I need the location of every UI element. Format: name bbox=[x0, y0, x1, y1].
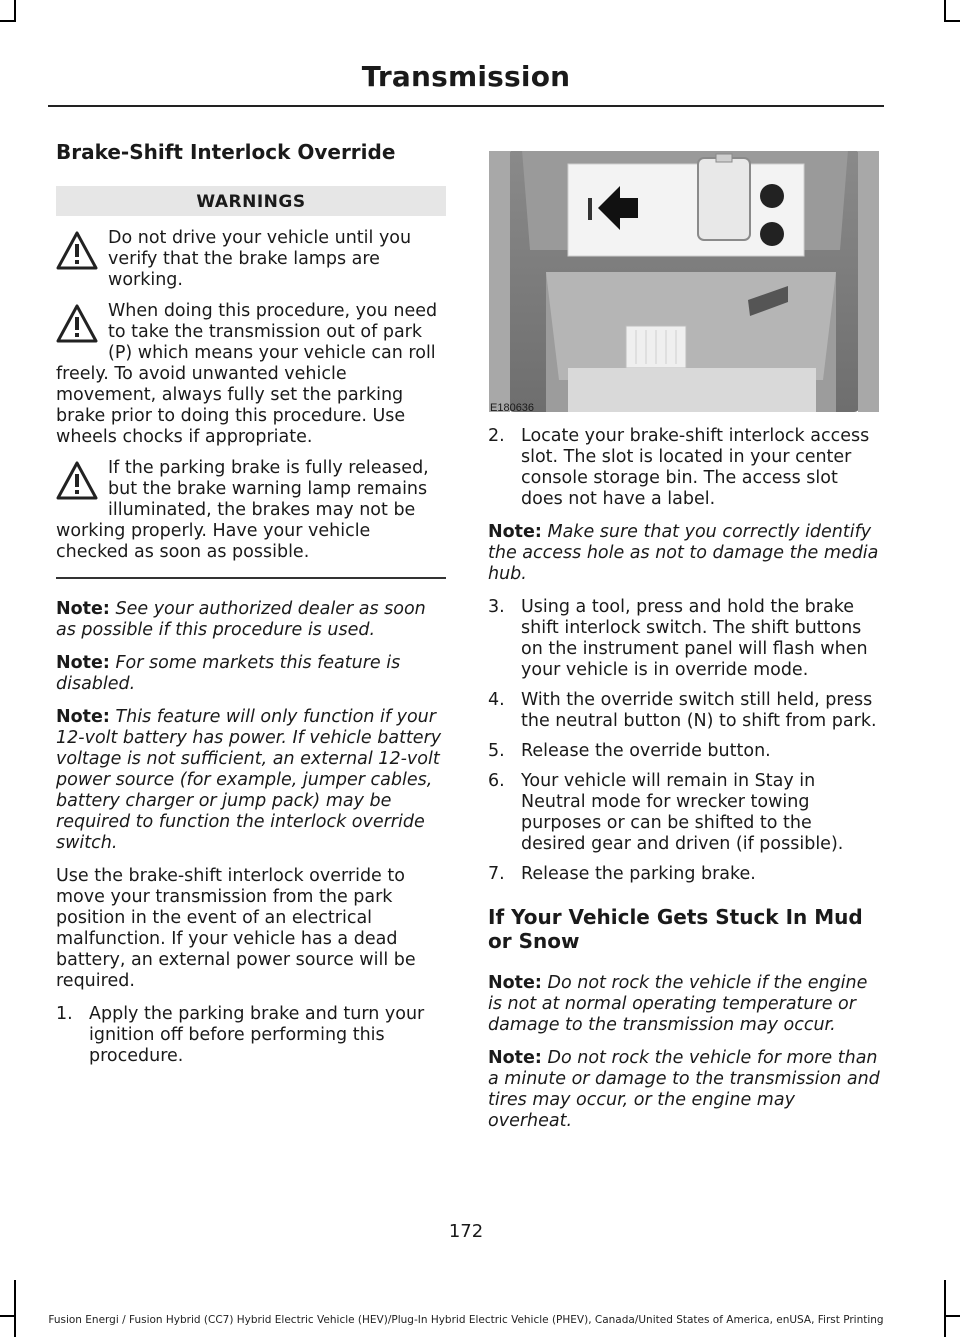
step-text: Locate your brake-shift interlock access slot. The slot is located in your center console storage bin. The access slot does not have a label. bbox=[521, 426, 870, 509]
header-divider bbox=[48, 105, 884, 107]
warning-item bbox=[56, 458, 446, 563]
note-label: Note: bbox=[488, 1048, 542, 1068]
note bbox=[56, 599, 446, 641]
warning-item bbox=[56, 301, 446, 448]
warning-text: Do not drive your vehicle until you verify that the brake lamps are working. bbox=[108, 228, 412, 290]
note bbox=[56, 653, 446, 695]
steps-list bbox=[56, 1004, 446, 1067]
note-label: Note: bbox=[488, 522, 542, 542]
crop-mark bbox=[944, 0, 946, 22]
step-text: Release the override button. bbox=[521, 741, 771, 761]
crop-mark bbox=[944, 1280, 946, 1337]
crop-mark bbox=[944, 1315, 960, 1317]
note bbox=[56, 707, 446, 854]
warning-text: When doing this procedure, you need to take the transmission out of park (P) which means your vehicle can roll freely. To avoid unwanted vehicle movement, always fully set the parking brake prior to doing this procedure. Use wheels chocks if appropriate. bbox=[56, 301, 438, 447]
step-text: Apply the parking brake and turn your ignition off before performing this procedure. bbox=[89, 1004, 425, 1066]
warning-text: If the parking brake is fully released, but the brake warning lamp remains illuminated, the brakes may not be working properly. Have your vehicle checked as soon as possible. bbox=[56, 458, 429, 562]
step-number: 7. bbox=[488, 864, 505, 884]
step-number: 4. bbox=[488, 690, 505, 710]
warnings-divider bbox=[56, 577, 446, 579]
note-text: See your authorized dealer as soon as possible if this procedure is used. bbox=[56, 599, 426, 640]
step-number: 3. bbox=[488, 597, 505, 617]
warning-triangle-icon bbox=[56, 230, 98, 272]
footer-text: Fusion Energi / Fusion Hybrid (CC7) Hybrid Electric Vehicle (HEV)/Plug-In Hybrid Electric Vehicle (PHEV), Canada/United States of America, enUSA, First Printing bbox=[48, 1314, 884, 1326]
section-heading: If Your Vehicle Gets Stuck In Mud or Snow bbox=[488, 905, 863, 953]
note-text: Make sure that you correctly identify the access hole as not to damage the media hub. bbox=[488, 522, 879, 584]
page-number: 172 bbox=[448, 1221, 484, 1242]
list-item bbox=[56, 1004, 446, 1067]
step-text: Using a tool, press and hold the brake shift interlock switch. The shift buttons on the instrument panel will flash when your vehicle is in override mode. bbox=[521, 597, 868, 680]
console-storage-bin-illustration bbox=[488, 150, 880, 416]
step-text: Release the parking brake. bbox=[521, 864, 756, 884]
step-number: 5. bbox=[488, 741, 505, 761]
warning-item bbox=[56, 228, 446, 291]
list-item bbox=[488, 597, 880, 681]
note-label: Note: bbox=[56, 653, 110, 673]
note-label: Note: bbox=[56, 599, 110, 619]
warnings-heading: WARNINGS bbox=[56, 186, 446, 216]
figure-label: E180636 bbox=[490, 402, 535, 414]
step-number: 2. bbox=[488, 426, 505, 446]
list-item bbox=[488, 741, 880, 762]
list-item bbox=[488, 690, 880, 732]
step-number: 1. bbox=[56, 1004, 73, 1024]
crop-mark bbox=[14, 0, 16, 22]
crop-mark bbox=[0, 20, 16, 22]
right-column bbox=[488, 150, 880, 1144]
note bbox=[488, 1048, 880, 1132]
step-text: Your vehicle will remain in Stay in Neutral mode for wrecker towing purposes or can be shifted to the desired gear and driven (if possible). bbox=[521, 771, 844, 854]
left-column bbox=[56, 140, 446, 1079]
step-text: With the override switch still held, press the neutral button (N) to shift from park. bbox=[521, 690, 877, 731]
warning-triangle-icon bbox=[56, 303, 98, 345]
console-figure bbox=[488, 150, 880, 416]
intro-paragraph: Use the brake-shift interlock override to move your transmission from the park position in the event of an electrical malfunction. If your vehicle has a dead battery, an external power source will be required. bbox=[56, 866, 416, 991]
note-text: This feature will only function if your 12-volt battery has power. If vehicle battery voltage is not sufficient, an external 12-volt power source (for example, jumper cables, battery charger or jump pack) may be required to function the interlock override switch. bbox=[56, 707, 442, 853]
crop-mark bbox=[944, 20, 960, 22]
step-number: 6. bbox=[488, 771, 505, 791]
list-item bbox=[488, 771, 880, 855]
note-label: Note: bbox=[488, 973, 542, 993]
warning-triangle-icon bbox=[56, 460, 98, 502]
crop-mark bbox=[14, 1280, 16, 1337]
note bbox=[488, 973, 880, 1036]
note bbox=[488, 522, 880, 585]
steps-list bbox=[488, 597, 880, 885]
note-text: Do not rock the vehicle for more than a minute or damage to the transmission and tires may occur, or the engine may overheat. bbox=[488, 1048, 880, 1131]
steps-list bbox=[488, 426, 880, 510]
note-text: For some markets this feature is disabled. bbox=[56, 653, 401, 694]
list-item bbox=[488, 864, 880, 885]
note-label: Note: bbox=[56, 707, 110, 727]
list-item bbox=[488, 426, 880, 510]
note-text: Do not rock the vehicle if the engine is not at normal operating temperature or damage to the transmission may occur. bbox=[488, 973, 868, 1035]
page-title: Transmission bbox=[361, 60, 571, 93]
section-heading: Brake-Shift Interlock Override bbox=[56, 140, 396, 164]
